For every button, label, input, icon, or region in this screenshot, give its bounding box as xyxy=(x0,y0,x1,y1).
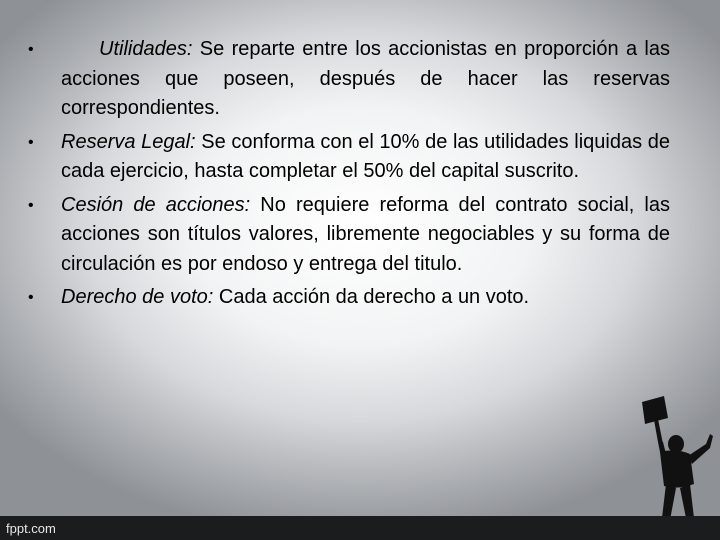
bullet-text: Se conforma con el 10% de las utilidades liquidas de cada ejercicio, hasta completar el 50% del capital suscrito. xyxy=(61,130,670,182)
bullet-item-utilidades xyxy=(28,35,670,124)
bullet-term: Derecho de voto: xyxy=(61,286,214,308)
bullet-dot: • xyxy=(28,41,34,58)
bullet-dot: • xyxy=(28,133,34,151)
footer-bar xyxy=(0,516,720,540)
bullet-item-cesion-acciones xyxy=(28,191,670,280)
bullet-text: No requiere reforma del contrato social, las acciones son títulos valores, libremente negociables y su forma de circulación es por endoso y entrega del titulo. xyxy=(61,193,670,275)
slide-content xyxy=(28,35,670,317)
bullet-text: Se reparte entre los accionistas en proporción a las acciones que poseen, después de hacer las reservas correspondientes. xyxy=(61,38,670,119)
person-with-sign-silhouette-icon xyxy=(630,392,716,524)
bullet-item-derecho-voto xyxy=(28,283,670,313)
bullet-dot: • xyxy=(28,196,34,214)
bullet-list xyxy=(28,35,670,313)
bullet-term: Utilidades: xyxy=(99,38,193,60)
bullet-dot: • xyxy=(28,289,34,306)
bullet-item-reserva-legal xyxy=(28,128,670,187)
footer-site-label: fppt.com xyxy=(6,521,56,536)
bullet-text: Cada acción da derecho a un voto. xyxy=(213,286,530,308)
bullet-term: Cesión de acciones: xyxy=(61,193,251,216)
bullet-term: Reserva Legal: xyxy=(61,130,196,153)
